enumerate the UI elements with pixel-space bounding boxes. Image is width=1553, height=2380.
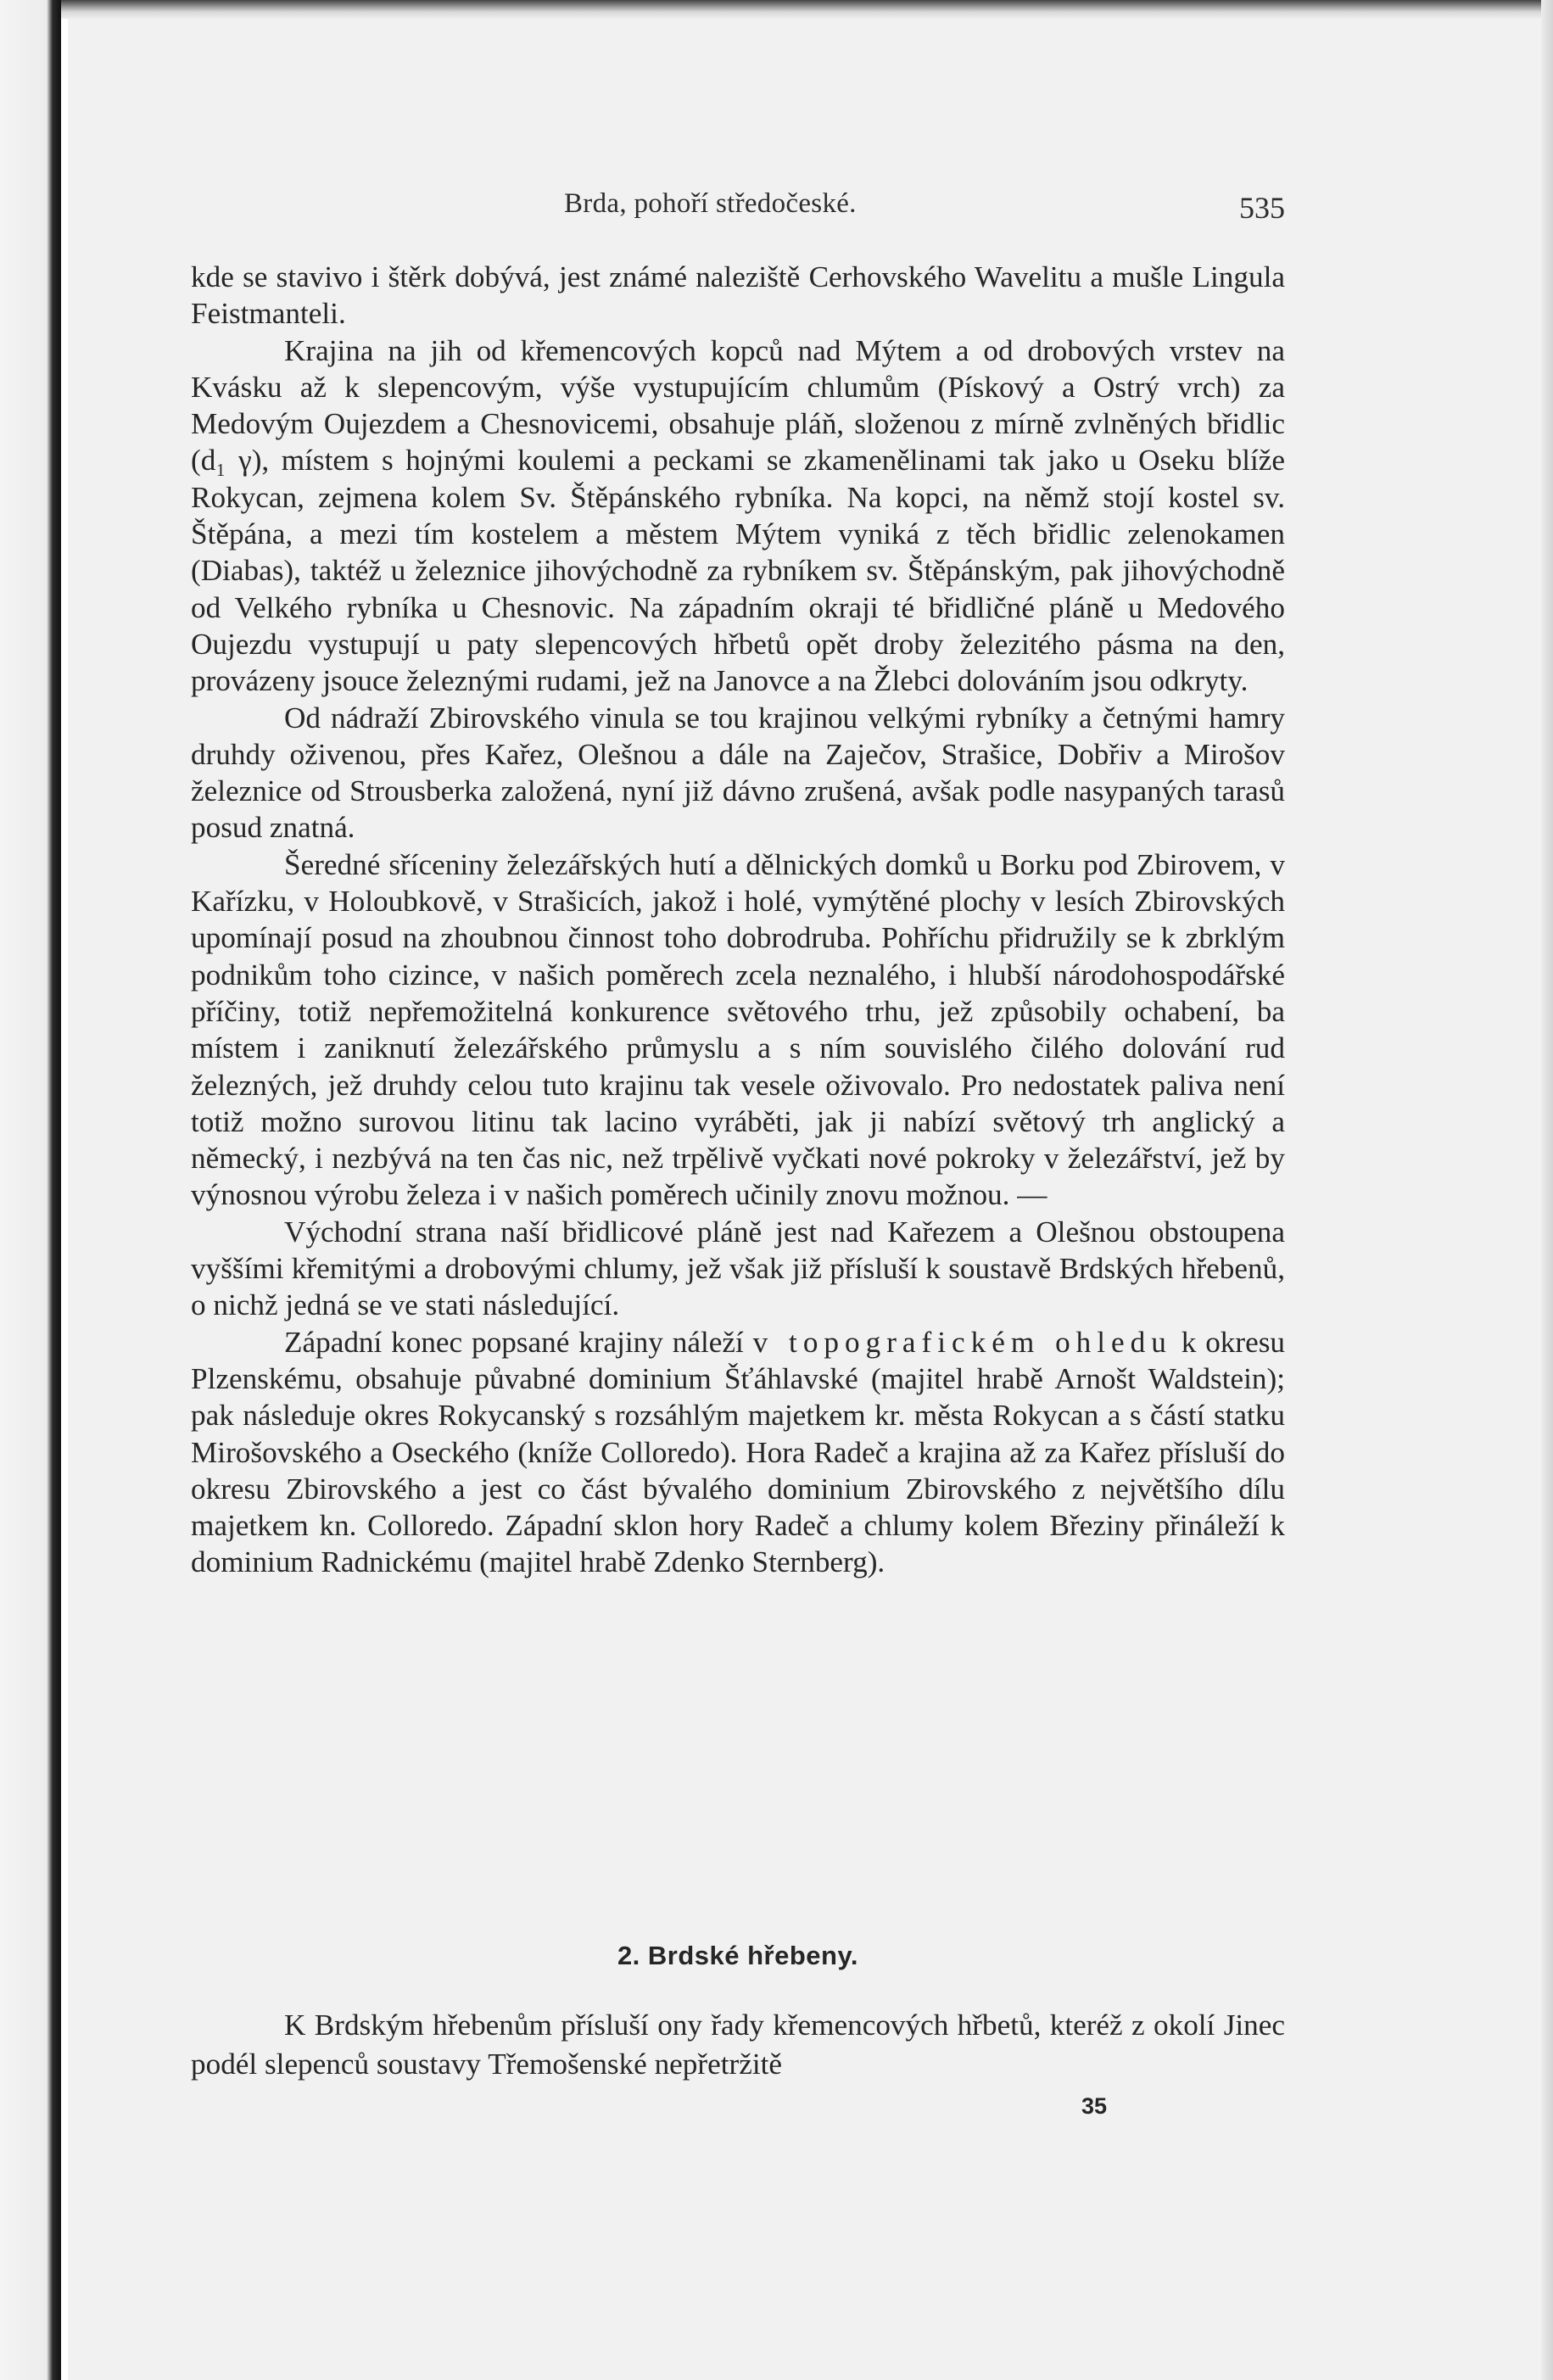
paragraph: Od nádraží Zbirovského vinula se tou krajinou velkými rybníky a četnými hamry druhdy oživenou, přes Kařez, Olešnou a dále na Zaječov, Strašice, Dobřiv a Mirošov železnice od Strousberka založená, nyní již dávno zrušená, avšak podle nasypaných tarasů posud znatná. — [191, 701, 1285, 845]
running-title: Brda, pohoří středočeské. — [564, 188, 857, 219]
scan-left-border — [0, 0, 61, 2380]
page-number: 535 — [1239, 191, 1285, 225]
paragraph: K Brdským hřebenům přísluší ony řady křemencových hřbetů, kteréž z okolí Jinec podél slepenců soustavy Třemošenské nepřetržitě — [191, 2008, 1285, 2081]
scan-top-border — [61, 0, 1553, 19]
section-text — [191, 2006, 1285, 2084]
paragraph-text: Západní konec popsané krajiny náleží — [284, 1325, 753, 1359]
spaced-emphasis: v topografickém ohledu — [752, 1325, 1172, 1359]
paragraph: kde se stavivo i štěrk dobývá, jest známé naleziště Cerhovského Wavelitu a mušle Lingula Feistmanteli. — [191, 260, 1285, 331]
scan-right-border — [1541, 0, 1553, 2380]
paragraph: Krajina na jih od křemencových kopců nad Mýtem a od drobových vrstev na Kvásku až k slepencovým, výše vystupujícím chlumům (Pískový a Ostrý vrch) za Medovým Oujezdem a Chesnovicemi, obsahuje pláň, složenou z mírně zvlněných břidlic (d₁ γ), místem s hojnými koulemi a peckami se zkamenělinami tak jako u Oseku blíže Rokycan, zejmena kolem Sv. Štěpánského rybníka. Na kopci, na němž stojí kostel sv. Štěpána, a mezi tím kostelem a městem Mýtem vyniká z těch břidlic zelenokamen (Diabas), taktéž u železnice jihovýchodně za rybníkem sv. Štěpánským, pak jihovýchodně od Velkého rybníka u Chesnovic. Na západním okraji té břidličné pláně u Medového Oujezdu vystupují u paty slepencových hřbetů opět droby železitého pásma na den, provázeny jsouce železnými rudami, jež na Janovce a na Žlebci dolováním jsou odkryty. — [191, 333, 1285, 698]
body-text — [191, 259, 1285, 1581]
running-head — [191, 188, 1285, 231]
section-heading: 2. Brdské hřebeny. — [617, 1941, 859, 1970]
paragraph — [191, 1324, 1285, 1581]
signature-mark: 35 — [1081, 2093, 1108, 2119]
paragraph: Východní strana naší břidlicové pláně jest nad Kařezem a Olešnou obstoupena vyššími křemitými a drobovými chlumy, jež však již přísluší k soustavě Brdských hřebenů, o nichž jedná se ve stati následující. — [191, 1215, 1285, 1322]
paragraph: Šeredné sříceniny železářských hutí a dělnických domků u Borku pod Zbirovem, v Kařízku, v Holoubkově, v Strašicích, jakož i holé, vymýtěné plochy v lesích Zbirovských upomínají posud na zhoubnou činnost toho dobrodruba. Pohříchu přidružily se k zbrklým podnikům toho cizince, v našich poměrech zcela neznalého, i hlubší národohospodářské příčiny, totiž nepřemožitelná konkurence světového trhu, jež způsobily ochabení, ba místem i zaniknutí železářského průmyslu a s ním souvislého čilého dolování rud železných, jež druhdy celou tuto krajinu tak vesele oživovalo. Pro nedostatek paliva není totiž možno surovou litinu tak lacino vyráběti, jak ji nabízí světový trh anglický a německý, i nezbývá na ten čas nic, než trpělivě vyčkati nové pokroky v železářství, jež by výnosnou výrobu železa i v našich poměrech učinily znovu možnou. — — [191, 847, 1285, 1212]
paragraph-text: k okresu Plzenskému, obsahuje půvabné dominium Šťáhlavské (majitel hrabě Arnošt Waldstein); pak následuje okres Rokycanský s rozsáhlým majetkem kr. města Rokycan a s částí statku Mirošovského a Oseckého (kníže Colloredo). Hora Radeč a krajina až za Kařez přísluší do okresu Zbirovského a jest co část bývalého dominium Zbirovského z největšího dílu majetkem kn. Colloredo. Západní sklon hory Radeč a chlumy kolem Březiny přináleží k dominium Radnickému (majitel hrabě Zdenko Sternberg). — [191, 1325, 1286, 1579]
